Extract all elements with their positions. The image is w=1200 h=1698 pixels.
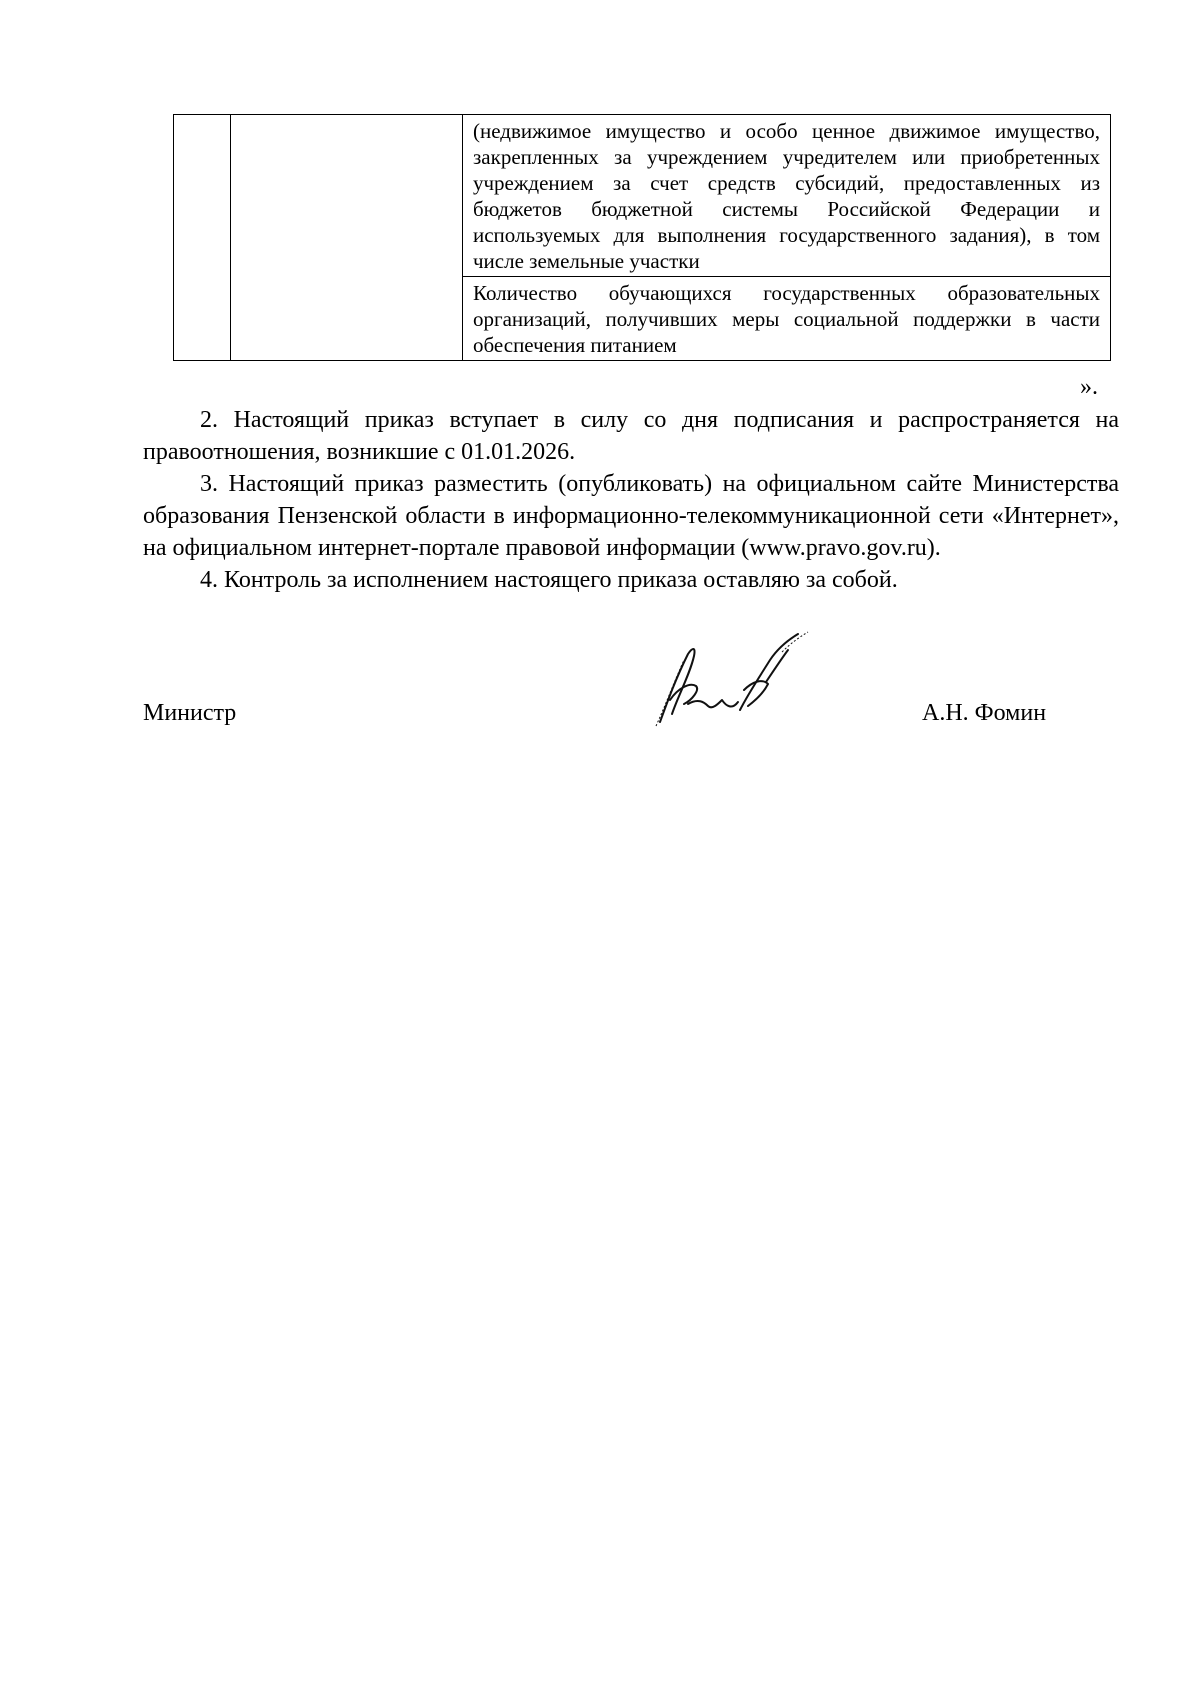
signatory-title: Министр [143,700,237,726]
table-closing-quote: ». [1080,374,1098,400]
table-row [174,115,1111,277]
indicator-text-students: Количество обучающихся государственных образовательных организаций, получивших меры социальной поддержки в части обеспечения питанием [473,281,1100,357]
order-body [143,404,1119,596]
paragraph-effective-date: 2. Настоящий приказ вступает в силу со дня подписания и распространяется на правоотношения, возникшие с 01.01.2026. [143,407,1119,465]
indicator-text-property: (недвижимое имущество и особо ценное движимое имущество, закрепленных за учреждением учредителем или приобретенных учреждением за счет средств субсидий, предоставленных из бюджетов бюджетной системы Российской Федерации и используемых для выполнения государственного задания), в том числе земельные участки [473,119,1100,273]
signatory-name: А.Н. Фомин [922,700,1047,726]
table-cell-indicator [463,277,1111,361]
paragraph-publication: 3. Настоящий приказ разместить (опубликовать) на официальном сайте Министерства образования Пензенской области в информационно-телекоммуникационной сети «Интернет», на официальном интернет-портале правовой информации (www.pravo.gov.ru). [143,471,1119,561]
indicators-table [173,114,1111,361]
table-cell-number [174,115,231,361]
table-cell-name [231,115,463,361]
paragraph-control: 4. Контроль за исполнением настоящего приказа оставляю за собой. [200,567,898,593]
handwritten-signature [648,630,818,730]
table-cell-indicator [463,115,1111,277]
